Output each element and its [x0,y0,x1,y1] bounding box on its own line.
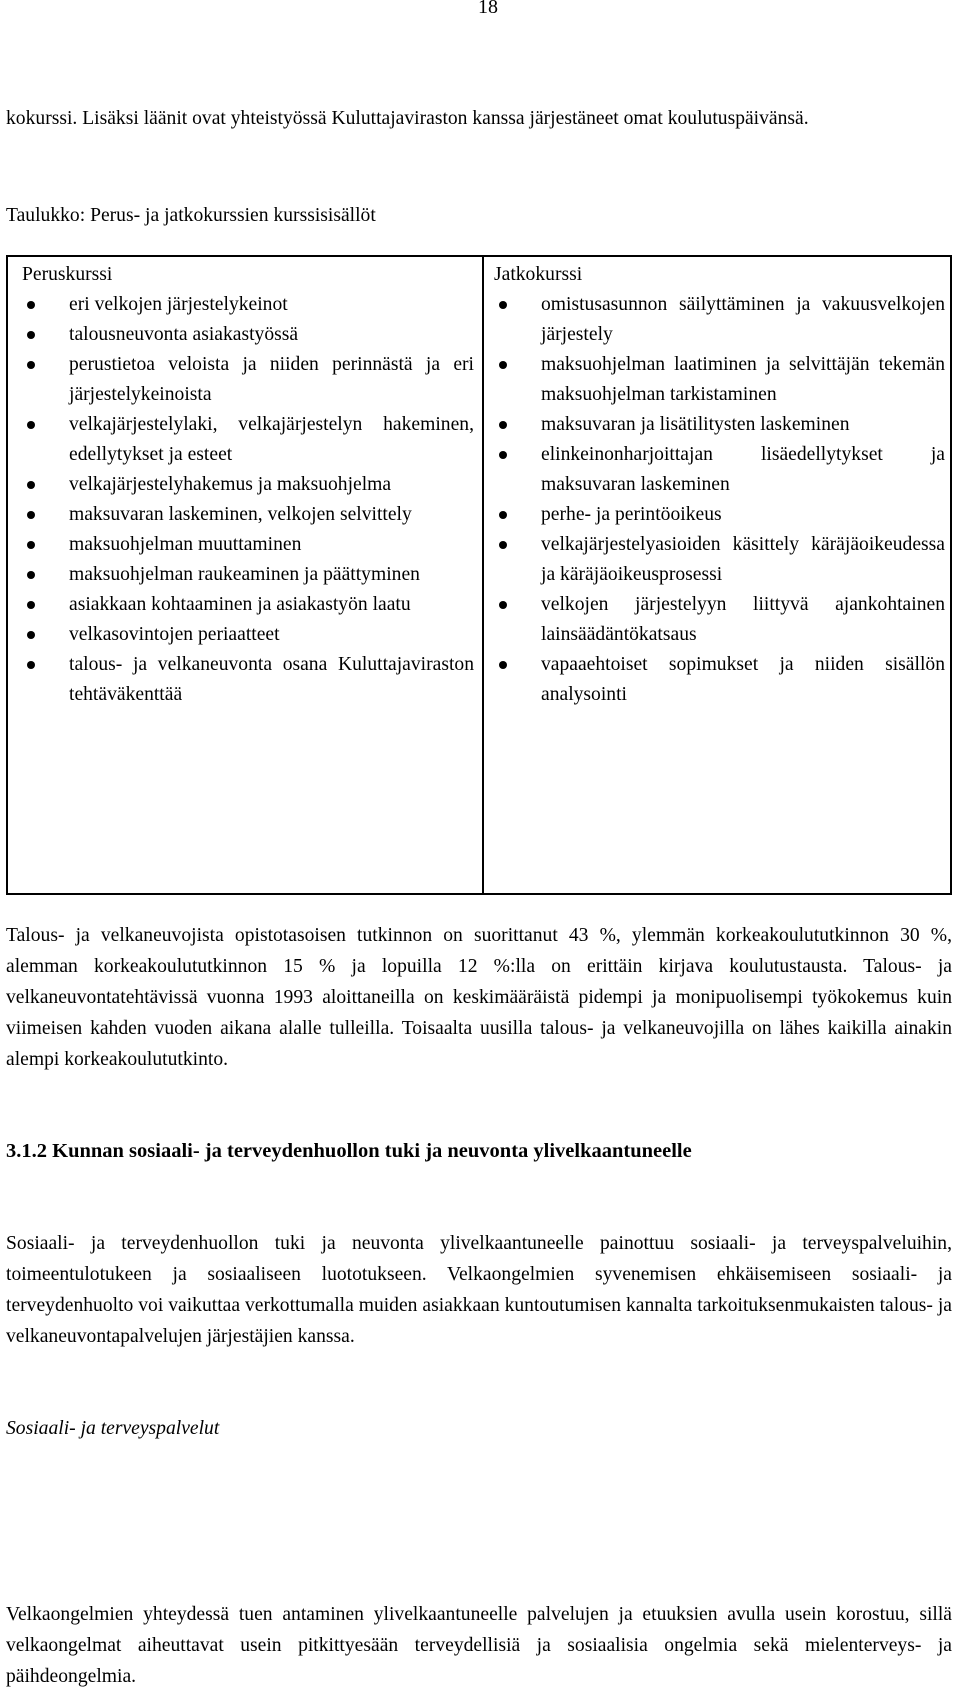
column-divider [482,257,484,893]
list-item: maksuvaran ja lisätilitysten laskeminen [494,410,945,440]
page-number: 18 [478,0,498,18]
support-paragraph: Sosiaali- ja terveydenhuollon tuki ja neuvonta ylivelkaantuneelle painottuu sosiaali- ja terveyspalveluihin, toimeentulotukeen ja sosiaaliseen luototukseen. Velkaongelmien syvenemisen ehkäisemiseen sosiaali- ja terveydenhuolto voi vaikuttaa verkottumalla muiden asiakkaan kuntoutumisen kannalta tarkoituksenmukaisten talous- ja velkaneuvontapalvelujen järjestäjien kanssa. [6,1233,952,1347]
course-table [6,255,952,895]
list-item: velkajärjestelylaki, velkajärjestelyn hakeminen, edellytykset ja esteet [22,410,474,470]
basic-course-title: Peruskurssi [22,264,113,285]
table-caption: Taulukko: Perus- ja jatkokurssien kurssisisällöt [6,205,376,226]
list-item: maksuohjelman laatiminen ja selvittäjän tekemän maksuohjelman tarkistaminen [494,350,945,410]
advanced-course-list [494,290,945,710]
list-item: velkajärjestelyhakemus ja maksuohjelma [22,470,474,500]
services-paragraph: Velkaongelmien yhteydessä tuen antaminen ylivelkaantuneelle palvelujen ja etuuksien avulla usein korostuu, sillä velkaongelmat aiheuttavat usein pitkittyesään terveydellisiä ja sosiaalisia ongelmia sekä mielenterveys- ja päihdeongelmia. [6,1604,952,1687]
list-item: velkasovintojen periaatteet [22,620,474,650]
list-item: velkojen järjestelyyn liittyvä ajankohtainen lainsäädäntökatsaus [494,590,945,650]
list-item: elinkeinonharjoittajan lisäedellytykset ja maksuvaran laskeminen [494,440,945,500]
basic-course-list [22,290,474,710]
list-item: maksuvaran laskeminen, velkojen selvittely [22,500,474,530]
list-item: eri velkojen järjestelykeinot [22,290,474,320]
list-item: vapaaehtoiset sopimukset ja niiden sisällön analysointi [494,650,945,710]
list-item: velkajärjestelyasioiden käsittely käräjäoikeudessa ja käräjäoikeusprosessi [494,530,945,590]
list-item: maksuohjelman muuttaminen [22,530,474,560]
list-item: perustietoa veloista ja niiden perinnästä ja eri järjestelykeinoista [22,350,474,410]
list-item: omistusasunnon säilyttäminen ja vakuusvelkojen järjestely [494,290,945,350]
list-item: maksuohjelman raukeaminen ja päättyminen [22,560,474,590]
sub-heading: Sosiaali- ja terveyspalvelut [6,1418,220,1439]
advanced-course-column [494,260,945,710]
list-item: talousneuvonta asiakastyössä [22,320,474,350]
advanced-course-title: Jatkokurssi [494,264,583,285]
list-item: asiakkaan kohtaaminen ja asiakastyön laatu [22,590,474,620]
section-heading: 3.1.2 Kunnan sosiaali- ja terveydenhuollon tuki ja neuvonta ylivelkaantuneelle [6,1140,692,1162]
intro-paragraph: kokurssi. Lisäksi läänit ovat yhteistyössä Kuluttajaviraston kanssa järjestäneet omat koulutuspäivänsä. [6,108,809,129]
list-item: talous- ja velkaneuvonta osana Kuluttajaviraston tehtäväkenttää [22,650,474,710]
list-item: perhe- ja perintöoikeus [494,500,945,530]
education-paragraph: Talous- ja velkaneuvojista opistotasoisen tutkinnon on suorittanut 43 %, ylemmän korkeakoulututkinnon 30 %, alemman korkeakoulututkinnon 15 % ja lopuilla 12 %:lla on erittäin kirjava koulutustausta. Talous- ja velkaneuvontatehtävissä vuonna 1993 aloittaneilla on keskimääräistä pidempi ja monipuolisempi työkokemus kuin viimeisen kahden vuoden aikana alalle tulleilla. Toisaalta uusilla talous- ja velkaneuvojilla on lähes kaikilla ainakin alempi korkeakoulututkinto. [6,925,952,1070]
basic-course-column [22,260,474,710]
